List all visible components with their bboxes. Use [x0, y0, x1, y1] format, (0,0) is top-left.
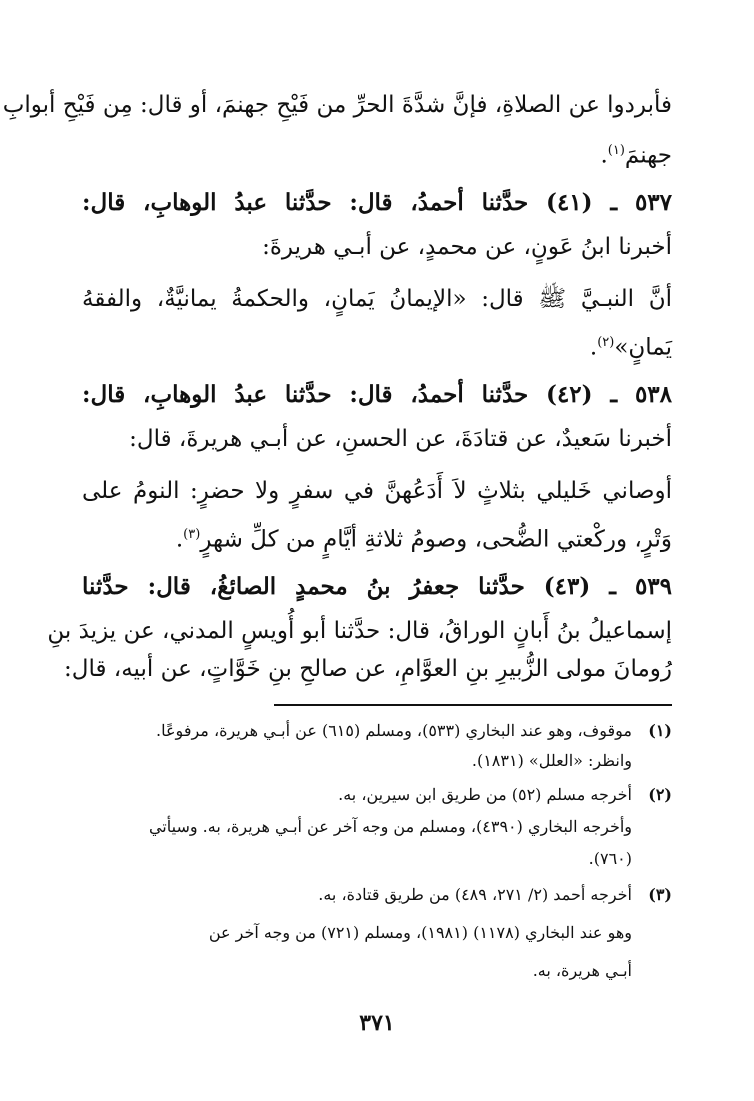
page-number: ٣٧١ [359, 1010, 395, 1036]
footnote-ref-2: (٢) [597, 335, 615, 350]
footnote-2-line-2 [82, 814, 672, 840]
footnote-2-line-3 [82, 846, 672, 872]
body-line-13: رُومانَ مولى الزُّبيرِ بنِ العوَّامِ، عن صالحِ بنِ خَوَّاتٍ، عن أبيه، قال: [64, 656, 672, 682]
footnote-3-marker: (٣) [648, 885, 672, 904]
footnote-ref-1: (١) [607, 143, 625, 158]
body-line-9: أوصاني خَليلي بثلاثٍ لاَ أَدَعُهنَّ في سفرٍ ولا حضرٍ: النومُ على [82, 478, 672, 504]
hadith-537-header: ٥٣٧ ـ (٤١) حدَّثنا أحمدُ، قال: حدَّثنا عبدُ الوهابِ، قال: [82, 189, 672, 216]
footnote-ref-3: (٣) [183, 527, 201, 542]
footnote-1-line-2 [82, 748, 672, 774]
footnote-divider [274, 704, 672, 706]
footnote-1-text-2: وانظر: «العلل» (١٨٣١). [471, 751, 632, 770]
body-line-4: أخبرنا ابنُ عَونٍ، عن محمدٍ، عن أبـي هريرةَ: [262, 234, 672, 260]
footnote-2-line-1 [82, 782, 672, 808]
body-line-6 [82, 326, 672, 365]
body-line-6-end: . [589, 334, 598, 361]
body-line-5: أنَّ النبـيَّ ﷺ قال: «الإيمانُ يَمانٍ، والحكمةُ يمانيَّةٌ، والفقهُ [82, 286, 672, 312]
footnote-3-text-2: وهو عند البخاري (١١٧٨) (١٩٨١)، ومسلم (٧٢١) من وجه آخر عن [208, 923, 632, 942]
footnote-2-text-1: أخرجه مسلم (٥٢) من طريق ابن سيرين، به. [338, 785, 632, 804]
hadith-539-header: ٥٣٩ ـ (٤٣) حدَّثنا جعفرُ بنُ محمدٍ الصائغُ، قال: حدَّثنا [82, 573, 672, 600]
footnote-3-text-1: أخرجه أحمد (٢/ ٢٧١، ٤٨٩) من طريق قتادة، به. [318, 885, 632, 904]
footnote-1-line-1 [82, 718, 672, 744]
footnote-1-text-1: موقوف، وهو عند البخاري (٥٣٣)، ومسلم (٦١٥) عن أبـي هريرة، مرفوعًا. [156, 721, 632, 740]
footnote-1-marker: (١) [648, 721, 672, 740]
body-line-12: إسماعيلُ بنُ أَبانٍ الوراقُ، قال: حدَّثنا أبو أُويسٍ المدني، عن يزيدَ بنِ [47, 618, 672, 644]
footnote-3-text-3: أبـي هريرة، به. [532, 961, 632, 980]
footnote-3-line-3 [82, 958, 672, 984]
body-line-2 [82, 134, 672, 173]
body-line-6-text: يَمانٍ» [614, 334, 672, 361]
body-line-8: أخبرنا سَعيدٌ، عن قتادَةَ، عن الحسنِ، عن أبـي هريرةَ، قال: [129, 426, 672, 452]
body-line-1: فأبردوا عن الصلاةِ، فإنَّ شدَّةَ الحرِّ من فَيْحِ جهنمَ، أو قال: مِن فَيْحِ أبوابِ [2, 92, 672, 118]
body-line-10-text: وَتْرٍ، وركْعتي الضُّحى، وصومُ ثلاثةِ أيَّامٍ من كلِّ شهرٍ [200, 526, 672, 553]
footnote-2-marker: (٢) [648, 785, 672, 804]
body-line-10-end: . [175, 526, 184, 553]
footnote-2-text-3: (٧٦٠). [588, 849, 632, 868]
footnote-2-text-2: وأخرجه البخاري (٤٣٩٠)، ومسلم من وجه آخر عن أبـي هريرة، به. وسيأتي [148, 817, 632, 836]
body-line-10 [82, 518, 672, 557]
footnote-3-line-2 [82, 920, 672, 946]
hadith-538-header: ٥٣٨ ـ (٤٢) حدَّثنا أحمدُ، قال: حدَّثنا عبدُ الوهابِ، قال: [82, 381, 672, 408]
body-line-2-end: . [600, 142, 608, 169]
body-line-2-text: جهنمَ [624, 142, 672, 169]
footnote-3-line-1 [82, 882, 672, 908]
